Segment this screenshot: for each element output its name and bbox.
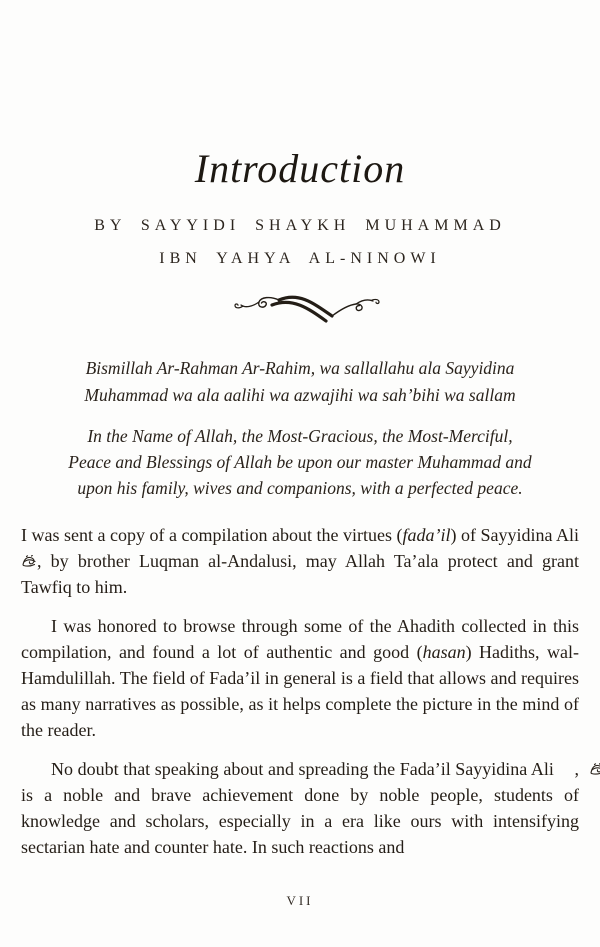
honorific-icon <box>559 757 575 770</box>
paragraph-3-text: No doubt that speaking about and spreading the Fada’il Sayyidina Ali <box>51 759 559 779</box>
paragraph-2-text: I was honored to browse through some of the Ahadith collected in this compilation, and found a lot of authentic and good ( <box>21 616 579 662</box>
paragraph-3-text: , is a noble and brave achievement done by noble people, students of knowledge and scholars, especially in a era like ours with intensifying sectarian hate and counter hate. In such reactions and <box>21 759 579 857</box>
body-text <box>21 522 579 860</box>
paragraph-1 <box>21 522 579 600</box>
paragraph-3 <box>21 756 579 860</box>
translation-line-2: Peace and Blessings of Allah be upon our master Muhammad and <box>68 452 532 472</box>
invocation-transliteration <box>21 355 579 408</box>
paragraph-2-text: ) Hadiths, wal-Hamdulillah. The field of Fada’il in general is a field that allows and requires as many narratives as possible, as it helps complete the picture in the mind of the reader. <box>21 642 579 740</box>
byline-line-2: IBN YAHYA AL-NINOWI <box>159 250 441 267</box>
transliteration-line-2: Muhammad wa ala aalihi wa azwajihi wa sah’bihi wa sallam <box>84 384 516 405</box>
paragraph-1-text: , by brother Luqman al-Andalusi, may Allah Ta’ala protect and grant Tawfiq to him. <box>21 551 579 597</box>
paragraph-2 <box>21 613 579 743</box>
paragraph-1-text: ) of Sayyidina Ali <box>450 525 579 545</box>
page-title: Introduction <box>194 146 406 191</box>
calligraphic-flourish-icon <box>216 315 384 332</box>
paragraph-1-text: I was sent a copy of a compilation about the virtues ( <box>21 525 403 545</box>
byline <box>21 209 579 275</box>
translation-line-1: In the Name of Allah, the Most-Gracious, the Most-Merciful, <box>87 426 513 446</box>
invocation-translation <box>21 423 579 501</box>
page-number: VII <box>286 893 314 908</box>
transliteration-line-1: Bismillah Ar-Rahman Ar-Rahim, wa sallallahu ala Sayyidina <box>85 358 515 378</box>
paragraph-2-italic: hasan <box>422 642 466 662</box>
paragraph-1-italic: fada’il <box>402 525 451 545</box>
honorific-icon <box>21 549 37 562</box>
ornament-container <box>21 288 579 330</box>
translation-line-3: upon his family, wives and companions, with a perfected peace. <box>77 478 523 498</box>
byline-line-1: BY SAYYIDI SHAYKH MUHAMMAD <box>94 217 506 234</box>
